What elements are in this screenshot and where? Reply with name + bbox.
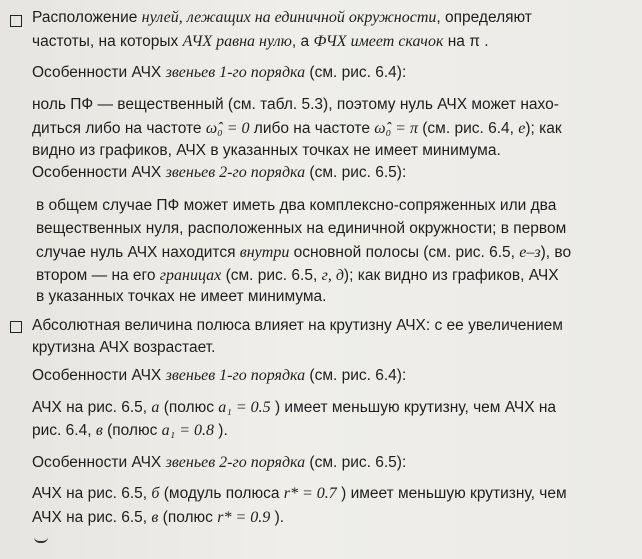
section-2-line-5: в указанных точках не имеет минимума. (36, 288, 327, 305)
bullet-2-line-1: Абсолютная величина полюса влияет на крутизну АЧХ: с ее увеличением (32, 317, 563, 334)
section-1-heading: Особенности АЧХ звеньев 1-го порядка (см. рис. 6.4): (32, 64, 407, 81)
section-2-line-1: в общем случае ПФ может иметь два комплексно-сопряженных или два (36, 197, 557, 214)
bullet-1-line-1: Расположение нулей, лежащих на единичной окружности, определяют (32, 9, 532, 26)
bullet-1-line-2: частоты, на которых АЧХ равна нулю, а ФЧХ имеет скачок на π . (32, 33, 489, 50)
section-3-heading: Особенности АЧХ звеньев 1-го порядка (см. рис. 6.4): (32, 367, 407, 384)
section-2-line-2: вещественных нуля, расположенных на единичной окружности; в первом (36, 220, 567, 237)
section-3-line-2: рис. 6.4, в (полюс a₁ = 0.8 ). (32, 422, 228, 439)
section-1-line-3: видно из графиков, АЧХ в указанных точках не имеет минимума. (32, 142, 501, 159)
section-3-line-1: АЧХ на рис. 6.5, а (полюс a₁ = 0.5 ) имеет меньшую крутизну, чем АЧХ на (32, 399, 557, 416)
section-2-line-4: втором — на его границах (см. рис. 6.5, г, д); как видно из графиков, АЧХ (36, 267, 559, 284)
page-mark (34, 537, 48, 543)
bullet-box-2 (10, 321, 22, 333)
section-1-line-1: ноль ПФ — вещественный (см. табл. 5.3), поэтому нуль АЧХ может нахо- (32, 96, 559, 113)
section-4-line-2: АЧХ на рис. 6.5, в (полюс r* = 0.9 ). (32, 509, 285, 526)
section-2-line-3: случае нуль АЧХ находится внутри основной полосы (см. рис. 6.5, е–з), во (36, 244, 572, 261)
section-1-line-2: диться либо на частоте ω̂₀ = 0 либо на частоте ω̂₀ = π (см. рис. 6.4, е); как (32, 120, 562, 137)
bullet-box-1 (10, 15, 22, 27)
section-4-line-1: АЧХ на рис. 6.5, б (модуль полюса r* = 0.7 ) имеет меньшую крутизну, чем (32, 485, 567, 502)
section-4-heading: Особенности АЧХ звеньев 2-го порядка (см. рис. 6.5): (32, 454, 407, 471)
section-2-heading: Особенности АЧХ звеньев 2-го порядка (см. рис. 6.5): (32, 164, 407, 181)
bullet-2-line-2: крутизна АЧХ возрастает. (32, 339, 216, 356)
